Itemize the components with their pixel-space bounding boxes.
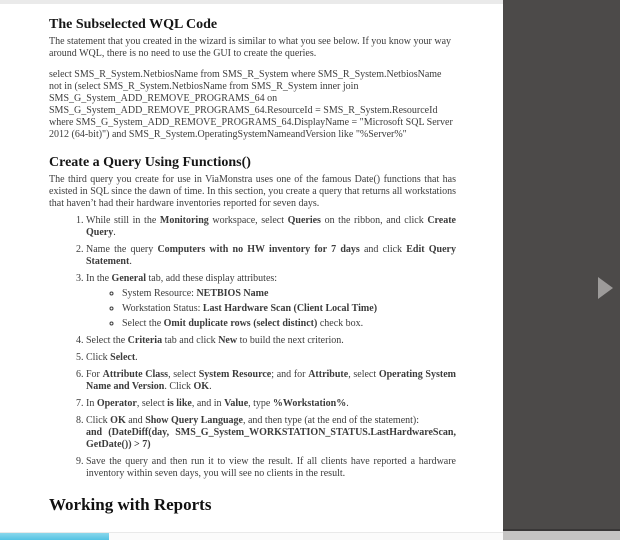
step-text: Click OK and Show Query Language, and then type (at the end of the statement): and (DateDiff(day, SMS_G_System_WORKSTATION_STATUS.LastHardwareScan, GetDate()) > 7)	[86, 415, 456, 450]
steps-list	[49, 215, 456, 480]
sub-item-3	[122, 318, 456, 330]
step-item-8	[86, 415, 456, 451]
reading-progress-bar[interactable]	[0, 532, 503, 540]
wql-code-paragraph: select SMS_R_System.NetbiosName from SMS_R_System where SMS_R_System.NetbiosName not in (select SMS_R_System.NetbiosName from SMS_R_System inner join SMS_G_System_ADD_REMOVE_PROGRAMS_64 on SMS_G_System_ADD_REMOVE_PROGRAMS_64.ResourceId = SMS_R_System.ResourceId where SMS_G_System_ADD_REMOVE_PROGRAMS_64.DisplayName = "Microsoft SQL Server 2012 (64-bit)") and SMS_R_System.OperatingSystemNameandVersion like "%Server%"	[49, 69, 453, 140]
step-text: Click Select.	[86, 352, 138, 363]
step-item-6	[86, 369, 456, 393]
intro-paragraph: The statement that you created in the wizard is similar to what you see below. If you know your way around WQL, there is no need to use the GUI to create the queries.	[49, 36, 452, 59]
step-item-5	[86, 352, 456, 364]
step-text: While still in the Monitoring workspace, select Queries on the ribbon, and click Create Query.	[86, 215, 456, 238]
reader-side-panel	[503, 0, 620, 531]
page-content	[49, 16, 456, 515]
sub-item-text: System Resource: NETBIOS Name	[122, 288, 269, 299]
step-text: In Operator, select is like, and in Value, type %Workstation%.	[86, 398, 349, 409]
section-heading-create-query-functions: Create a Query Using Functions()	[49, 155, 251, 170]
section-heading-subselected-wql-code: The Subselected WQL Code	[49, 17, 218, 32]
section-lead-paragraph: The third query you create for use in ViaMonstra uses one of the famous Date() functions that has existed in SQL since the dawn of time. In this section, you create a query that returns all workstations that haven’t had their hardware inventories reported for seven days.	[49, 174, 456, 209]
step-text: Select the Criteria tab and click New to build the next criterion.	[86, 335, 344, 346]
reading-progress-fill	[0, 533, 109, 540]
step-item-2	[86, 244, 456, 268]
step-sublist	[86, 288, 456, 330]
step-item-7	[86, 398, 456, 410]
step-item-9	[86, 456, 456, 480]
step-text: In the General tab, add these display attributes:	[86, 273, 278, 284]
sub-item-2	[122, 303, 456, 315]
step-text: For Attribute Class, select System Resource; and for Attribute, select Operating System Name and Version. Click OK.	[86, 369, 456, 392]
step-item-4	[86, 335, 456, 347]
page-top-edge	[0, 0, 503, 4]
step-item-3	[86, 273, 456, 330]
step-item-1	[86, 215, 456, 239]
chapter-heading-working-with-reports: Working with Reports	[49, 495, 212, 514]
step-text: Name the query Computers with no HW inventory for 7 days and click Edit Query Statement.	[86, 244, 456, 267]
sub-item-text: Select the Omit duplicate rows (select distinct) check box.	[122, 318, 364, 329]
sub-item-1	[122, 288, 456, 300]
sub-item-text: Workstation Status: Last Hardware Scan (Client Local Time)	[122, 303, 378, 314]
next-page-arrow-icon[interactable]	[598, 277, 613, 299]
step-text: Save the query and then run it to view the result. If all clients have reported a hardware inventory within seven days, you will see no clients in the result.	[86, 456, 456, 479]
